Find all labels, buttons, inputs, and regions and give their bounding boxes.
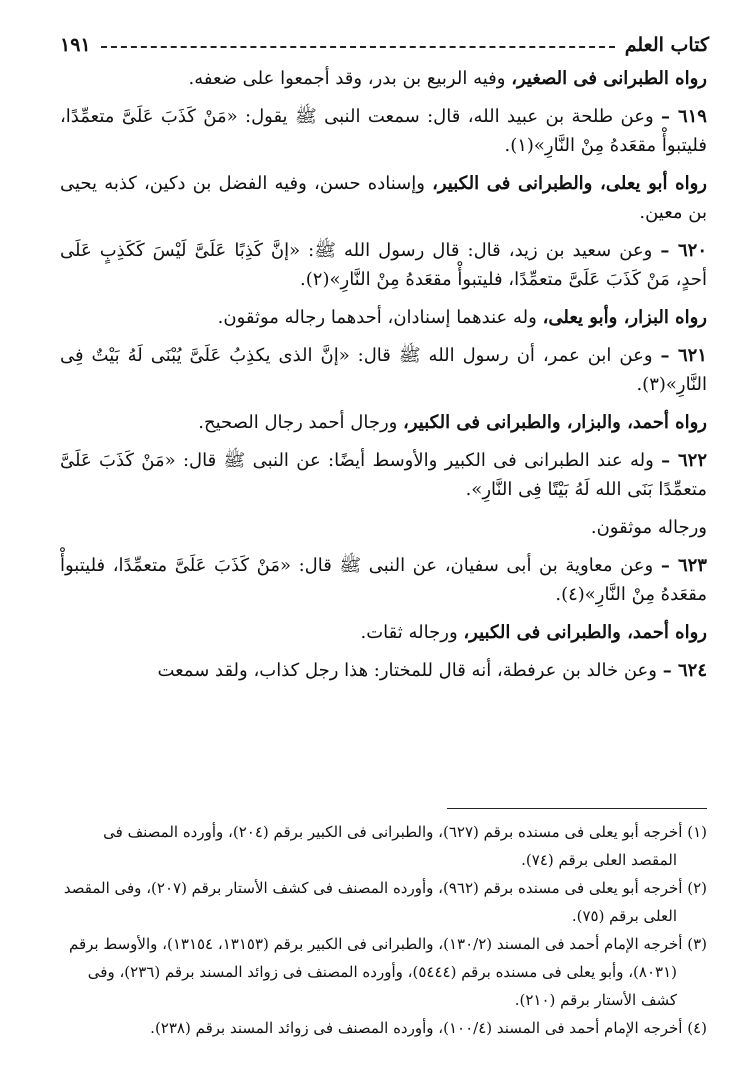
paragraph-hadith: ٦٢٢ – وله عند الطبرانى فى الكبير والأوسط أيضًا: عن النبى ﷺ قال: «مَنْ كَذَبَ عَلَىَّ متعمِّدًا بَنَى الله لَهُ بَيْتًا فِى النَّارِ». [60, 450, 707, 500]
paragraph-hadith: ٦٢٠ – وعن سعيد بن زيد، قال: قال رسول الله ﷺ: «إنَّ كَذِبًا عَلَىَّ لَيْسَ كَكَذِبٍ عَلَى أحدٍ، مَنْ كَذَبَ عَلَىَّ متعمِّدًا، فليتبوأْ مقعَدهُ مِنْ النَّارِ»(٢). [60, 240, 707, 290]
footnote: (١) أخرجه أبو يعلى فى مسنده برقم (٦٢٧)، والطبرانى فى الكبير برقم (٢٠٤)، وأورده المصنف فى المقصد العلى برقم (٧٤). [103, 823, 707, 869]
header-title: كتاب العلم [624, 34, 709, 56]
paragraph-narration: رواه أحمد، والبزار، والطبرانى فى الكبير، ورجال أحمد رجال الصحيح. [198, 412, 707, 433]
header-dash-rule [101, 46, 615, 48]
page-number: ١٩١ [60, 34, 91, 56]
running-header [60, 30, 709, 60]
paragraph-note: ورجاله موثقون. [590, 517, 707, 538]
footnote: (٢) أخرجه أبو يعلى فى مسنده برقم (٩٦٢)، وأورده المصنف فى كشف الأستار برقم (٢٠٧)، وفى المقصد العلى برقم (٧٥). [63, 879, 707, 925]
paragraph-narration: رواه البزار، وأبو يعلى، وله عندهما إسنادان، أحدهما رجاله موثقون. [217, 307, 707, 328]
footnotes [60, 818, 707, 1042]
paragraph-narration: رواه أحمد، والطبرانى فى الكبير، ورجاله ثقات. [360, 622, 707, 643]
footnote: (٤) أخرجه الإمام أحمد فى المسند (١٠٠/٤)، وأورده المصنف فى زوائد المسند برقم (٢٣٨). [150, 1019, 707, 1037]
paragraph-hadith: ٦٢٤ – وعن خالد بن عرفطة، أنه قال للمختار: هذا رجل كذاب، ولقد سمعت [157, 660, 707, 681]
paragraph-hadith: ٦٢١ – وعن ابن عمر، أن رسول الله ﷺ قال: «إنَّ الذى يكذِبُ عَلَىَّ يُبْنَى لَهُ بَيْتٌ فِى النَّارِ»(٣). [60, 345, 707, 395]
paragraph-narration: رواه أبو يعلى، والطبرانى فى الكبير، وإسناده حسن، وفيه الفضل بن دكين، كذبه يحيى بن معين. [60, 173, 707, 223]
paragraph-narration: رواه الطبرانى فى الصغير، وفيه الربيع بن بدر، وقد أجمعوا على ضعفه. [188, 68, 707, 89]
paragraph-hadith: ٦١٩ – وعن طلحة بن عبيد الله، قال: سمعت النبى ﷺ يقول: «مَنْ كَذَبَ عَلَىَّ متعمِّدًا، فليتبوأْ مقعَدهُ مِنْ النَّارِ»(١). [60, 106, 707, 156]
paragraph-hadith: ٦٢٣ – وعن معاوية بن أبى سفيان، عن النبى ﷺ قال: «مَنْ كَذَبَ عَلَىَّ متعمِّدًا، فليتبوأْ مقعَدهُ مِنْ النَّارِ»(٤). [60, 555, 707, 605]
footnote: (٣) أخرجه الإمام أحمد فى المسند (١٣٠/٢)، والطبرانى فى الكبير برقم (١٣١٥٣، ١٣١٥٤)، والأوسط برقم (٨٠٣١)، وأبو يعلى فى مسنده برقم (٥٤٤٤)، وأورده المصنف فى زوائد المسند برقم (٢٣٦)، وفى كشف الأستار برقم (٢١٠). [68, 935, 707, 1009]
main-text [60, 64, 707, 694]
footnote-separator [447, 808, 707, 809]
